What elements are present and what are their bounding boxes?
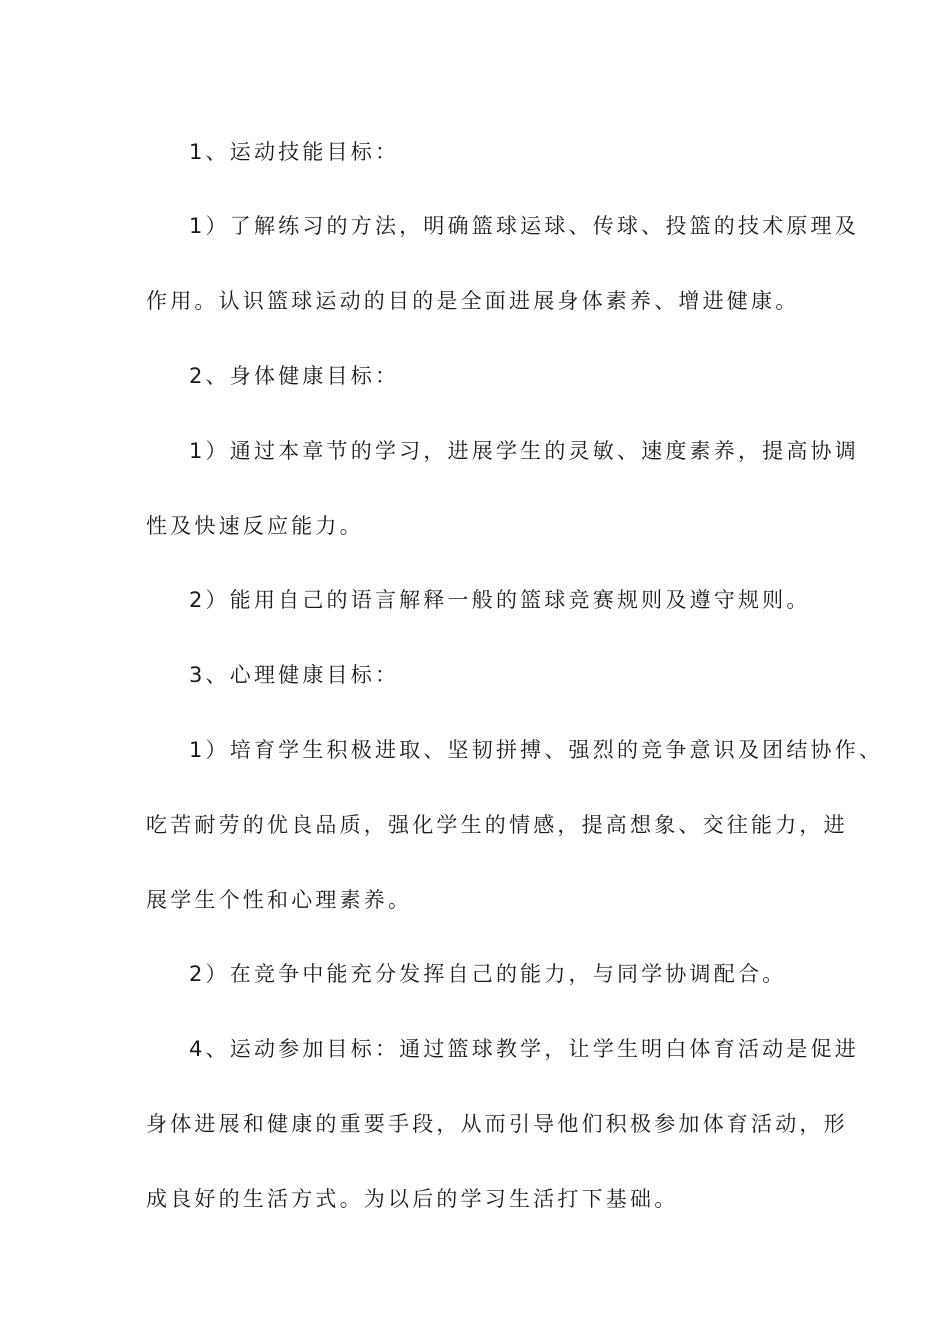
paragraph-line: 作用。认识篮球运动的目的是全面进展身体素养、增进健康。 xyxy=(146,289,800,313)
paragraph-line: 2）在竞争中能充分发挥自己的能力，与同学协调配合。 xyxy=(189,962,787,986)
heading-physical-health-goal: 2、身体健康目标： xyxy=(189,364,400,388)
paragraph-line: 1）培育学生积极进取、坚韧拼搏、强烈的竞争意识及团结协作、 xyxy=(189,738,884,762)
paragraph-line: 展学生个性和心理素养。 xyxy=(146,888,413,912)
paragraph-line: 性及快速反应能力。 xyxy=(146,514,364,538)
heading-sport-participation-goal: 4、运动参加目标：通过篮球教学，让学生明白体育活动是促进 xyxy=(189,1037,859,1061)
paragraph-line: 1）通过本章节的学习，进展学生的灵敏、速度素养，提高协调 xyxy=(189,439,859,463)
paragraph-line: 1）了解练习的方法，明确篮球运球、传球、投篮的技术原理及 xyxy=(189,214,859,238)
paragraph-line: 身体进展和健康的重要手段，从而引导他们积极参加体育活动，形 xyxy=(146,1112,848,1136)
heading-mental-health-goal: 3、心理健康目标： xyxy=(189,663,400,687)
paragraph-line: 吃苦耐劳的优良品质，强化学生的情感，提高想象、交往能力，进 xyxy=(146,813,848,837)
paragraph-line: 成良好的生活方式。为以后的学习生活打下基础。 xyxy=(146,1187,679,1211)
heading-motor-skill-goal: 1、运动技能目标： xyxy=(189,140,400,164)
paragraph-line: 2）能用自己的语言解释一般的篮球竞赛规则及遵守规则。 xyxy=(189,588,811,612)
